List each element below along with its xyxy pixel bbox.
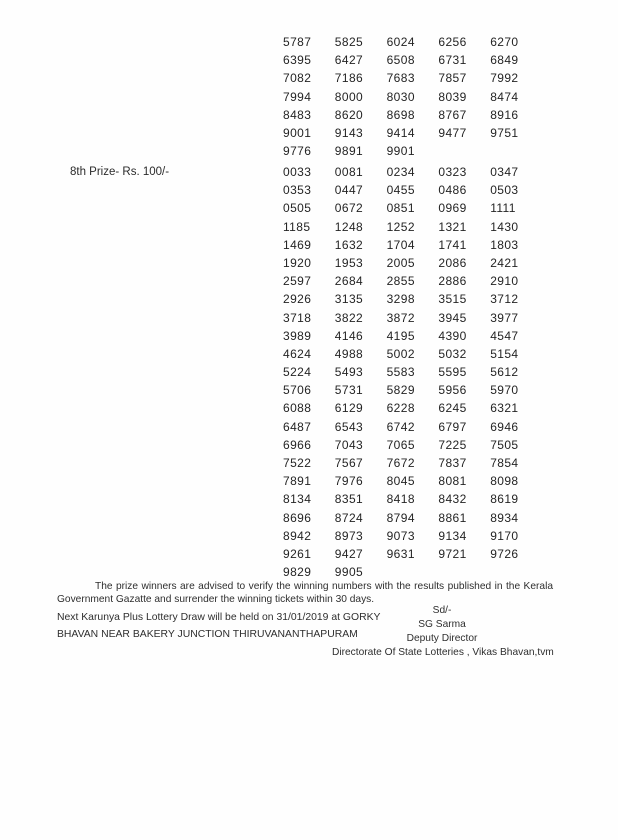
winning-number: 5825 xyxy=(334,35,364,49)
winning-number: 5583 xyxy=(386,365,415,380)
winning-number: 2855 xyxy=(386,274,415,289)
winning-number: 8134 xyxy=(283,492,312,507)
signature-block xyxy=(332,604,552,660)
winning-number: 5493 xyxy=(334,365,364,380)
winning-number: 8767 xyxy=(438,107,467,122)
winning-number: 1111 xyxy=(490,201,516,216)
winning-number: 1632 xyxy=(334,237,364,252)
winning-number: 7854 xyxy=(490,456,519,470)
winning-number: 8081 xyxy=(438,474,467,489)
winning-number: 3872 xyxy=(386,310,415,325)
number-row xyxy=(283,509,542,527)
winning-number: 7186 xyxy=(334,71,364,86)
winning-number: 0455 xyxy=(386,183,415,198)
winning-number: 0969 xyxy=(438,201,467,216)
winning-number: 6508 xyxy=(386,53,415,68)
number-row xyxy=(283,218,542,236)
winning-number: 1741 xyxy=(438,237,467,252)
winning-number: 6427 xyxy=(334,53,364,68)
signature-sd: Sd/- xyxy=(432,605,452,616)
winning-number: 0234 xyxy=(386,165,415,179)
winning-number: 2684 xyxy=(334,274,364,289)
winning-number: 8942 xyxy=(283,528,312,543)
winning-number: 9414 xyxy=(386,125,415,140)
winning-number: 6270 xyxy=(490,35,519,49)
winning-number: 1248 xyxy=(334,219,364,234)
winning-number: 2886 xyxy=(438,274,467,289)
winning-number: 6256 xyxy=(438,35,467,49)
winning-number: 6395 xyxy=(283,53,312,68)
winning-number: 6742 xyxy=(386,419,415,434)
winning-number: 5224 xyxy=(283,365,312,380)
eighth-prize-label: 8th Prize- Rs. 100/- xyxy=(70,166,170,178)
number-row xyxy=(283,142,542,160)
winning-number: 1252 xyxy=(386,219,415,234)
number-row xyxy=(283,181,542,199)
number-row xyxy=(283,69,542,87)
winning-number: 9477 xyxy=(438,125,467,140)
winning-number: 7065 xyxy=(386,437,415,452)
winning-number: 7857 xyxy=(438,71,467,86)
prize-winners-advisory-text: The prize winners are advised to verify the winning numbers with the results published in the Kerala Government Gazatte and surrender the winning tickets within 30 days. xyxy=(57,581,553,606)
winning-number: 2086 xyxy=(438,255,467,270)
winning-number: 9631 xyxy=(386,546,415,561)
winning-number: 0503 xyxy=(490,183,519,198)
winning-number: 8698 xyxy=(386,107,415,122)
winning-number: 0851 xyxy=(386,201,415,216)
number-row xyxy=(283,454,542,472)
winning-number: 8030 xyxy=(386,89,415,104)
winning-number: 7683 xyxy=(386,71,415,86)
winning-number: 1321 xyxy=(438,219,467,234)
winning-number: 7891 xyxy=(283,474,312,489)
winning-number: 4195 xyxy=(386,328,415,343)
winning-number: 1920 xyxy=(283,255,312,270)
winning-number: 8934 xyxy=(490,510,519,525)
winning-number: 6797 xyxy=(438,419,467,434)
number-row xyxy=(283,33,542,51)
winning-number: 8620 xyxy=(334,107,364,122)
number-row xyxy=(283,254,542,272)
winning-number: 2421 xyxy=(490,255,519,270)
winning-number: 5706 xyxy=(283,383,312,398)
number-row xyxy=(283,545,542,563)
winning-number: 6731 xyxy=(438,53,467,68)
winning-number: 4146 xyxy=(334,328,364,343)
winning-number: 8696 xyxy=(283,510,312,525)
winning-number: 6228 xyxy=(386,401,415,416)
number-row xyxy=(283,272,542,290)
winning-number: 5154 xyxy=(490,346,519,361)
number-row xyxy=(283,106,542,124)
winning-number: 9901 xyxy=(386,144,415,159)
number-row xyxy=(283,490,542,508)
number-row xyxy=(283,309,542,327)
winning-number: 7567 xyxy=(334,456,364,470)
number-row xyxy=(283,527,542,545)
winning-number: 9134 xyxy=(438,528,467,543)
number-row xyxy=(283,163,542,181)
winning-number: 5956 xyxy=(438,383,467,398)
next-draw-line-1: Next Karunya Plus Lottery Draw will be held on 31/01/2019 at GORKY xyxy=(57,612,381,623)
number-row xyxy=(283,327,542,345)
winning-number: 2926 xyxy=(283,292,312,307)
winning-number: 6024 xyxy=(386,35,415,49)
signature-title: Deputy Director xyxy=(406,633,478,644)
winning-number: 7043 xyxy=(334,437,364,452)
number-row xyxy=(283,418,542,436)
winning-number: 3822 xyxy=(334,310,364,325)
winning-number: 1185 xyxy=(283,219,311,234)
winning-number: 9751 xyxy=(490,125,519,140)
winning-number: 6966 xyxy=(283,437,312,452)
winning-number: 4988 xyxy=(334,346,364,361)
winning-number: 8432 xyxy=(438,492,467,507)
winning-number: 6849 xyxy=(490,53,519,68)
winning-number: 6129 xyxy=(334,401,364,416)
winning-number: 3515 xyxy=(438,292,467,307)
winning-number: 0447 xyxy=(334,183,364,198)
number-row xyxy=(283,290,542,308)
winning-number: 1430 xyxy=(490,219,519,234)
number-row xyxy=(283,199,542,217)
winning-number: 5002 xyxy=(386,346,415,361)
winning-number: 8483 xyxy=(283,107,312,122)
winning-number: 7225 xyxy=(438,437,467,452)
winning-number: 9001 xyxy=(283,125,312,140)
winning-number: 8474 xyxy=(490,89,519,104)
number-row xyxy=(283,124,542,142)
winning-number: 8619 xyxy=(490,492,519,507)
winning-number: 9143 xyxy=(334,125,364,140)
winning-number: 2005 xyxy=(386,255,415,270)
winning-number: 5731 xyxy=(334,383,364,398)
winning-number: 1469 xyxy=(283,237,312,252)
winning-number: 6543 xyxy=(334,419,364,434)
winning-number: 3718 xyxy=(283,310,312,325)
winning-number: 4390 xyxy=(438,328,467,343)
winning-number: 3945 xyxy=(438,310,467,325)
winning-number: 8861 xyxy=(438,510,467,525)
winning-number: 3977 xyxy=(490,310,519,325)
winning-number: 8039 xyxy=(438,89,467,104)
winning-number: 1704 xyxy=(386,237,415,252)
winning-number: 7992 xyxy=(490,71,519,86)
winning-number: 6245 xyxy=(438,401,467,416)
winning-number: 8973 xyxy=(334,528,364,543)
next-draw-line-2: BHAVAN NEAR BAKERY JUNCTION THIRUVANANTHAPURAM xyxy=(57,629,358,640)
winning-number: 0033 xyxy=(283,165,312,179)
number-row xyxy=(283,51,542,69)
winning-number: 7994 xyxy=(283,89,312,104)
winning-number: 6321 xyxy=(490,401,519,416)
winning-number: 7082 xyxy=(283,71,312,86)
winning-number: 5595 xyxy=(438,365,467,380)
winning-number: 5787 xyxy=(283,35,312,49)
winning-number: 9891 xyxy=(334,144,364,159)
winning-number: 8418 xyxy=(386,492,415,507)
winning-number: 9073 xyxy=(386,528,415,543)
winning-number: 9776 xyxy=(283,144,312,159)
number-row xyxy=(283,399,542,417)
upper-winning-numbers-grid xyxy=(283,33,542,160)
winning-number: 4547 xyxy=(490,328,519,343)
winning-number: 3712 xyxy=(490,292,519,307)
winning-number: 0081 xyxy=(334,165,364,179)
winning-number: 9905 xyxy=(334,565,364,580)
number-row xyxy=(283,345,542,363)
winning-number: 1953 xyxy=(334,255,364,270)
winning-number: 1803 xyxy=(490,237,519,252)
winning-number: 8045 xyxy=(386,474,415,489)
winning-number: 7837 xyxy=(438,456,467,470)
number-row xyxy=(283,436,542,454)
winning-number: 9427 xyxy=(334,546,364,561)
winning-number: 8098 xyxy=(490,474,519,489)
winning-number: 6487 xyxy=(283,419,312,434)
winning-number: 0353 xyxy=(283,183,312,198)
number-row xyxy=(283,88,542,106)
winning-number: 7505 xyxy=(490,437,519,452)
winning-number: 0486 xyxy=(438,183,467,198)
winning-number: 0505 xyxy=(283,201,312,216)
eighth-prize-numbers-grid xyxy=(283,163,542,581)
winning-number: 3989 xyxy=(283,328,312,343)
winning-number: 8916 xyxy=(490,107,519,122)
winning-number: 6946 xyxy=(490,419,519,434)
winning-number: 2910 xyxy=(490,274,519,289)
winning-number: 9261 xyxy=(283,546,312,561)
winning-number: 6088 xyxy=(283,401,312,416)
winning-number: 5032 xyxy=(438,346,467,361)
winning-number: 9829 xyxy=(283,565,312,580)
winning-number: 0323 xyxy=(438,165,467,179)
winning-number: 5612 xyxy=(490,365,519,380)
winning-number: 9726 xyxy=(490,546,519,561)
number-row xyxy=(283,563,542,581)
winning-number: 0672 xyxy=(334,201,364,216)
winning-number: 3135 xyxy=(334,292,364,307)
winning-number: 3298 xyxy=(386,292,415,307)
winning-number: 8351 xyxy=(334,492,364,507)
winning-number: 2597 xyxy=(283,274,312,289)
winning-number: 7672 xyxy=(386,456,415,470)
winning-number: 9170 xyxy=(490,528,519,543)
signature-name: SG Sarma xyxy=(418,619,466,630)
number-row xyxy=(283,236,542,254)
winning-number: 7522 xyxy=(283,456,312,470)
winning-number: 9721 xyxy=(438,546,467,561)
number-row xyxy=(283,363,542,381)
winning-number: 7976 xyxy=(334,474,364,489)
signature-office: Directorate Of State Lotteries , Vikas Bhavan,tvm xyxy=(332,647,554,658)
number-row xyxy=(283,472,542,490)
winning-number: 5829 xyxy=(386,383,415,398)
winning-number: 8000 xyxy=(334,89,364,104)
winning-number: 0347 xyxy=(490,165,519,179)
winning-number: 8724 xyxy=(334,510,364,525)
winning-number: 8794 xyxy=(386,510,415,525)
winning-number: 5970 xyxy=(490,383,519,398)
number-row xyxy=(283,381,542,399)
winning-number: 4624 xyxy=(283,346,312,361)
